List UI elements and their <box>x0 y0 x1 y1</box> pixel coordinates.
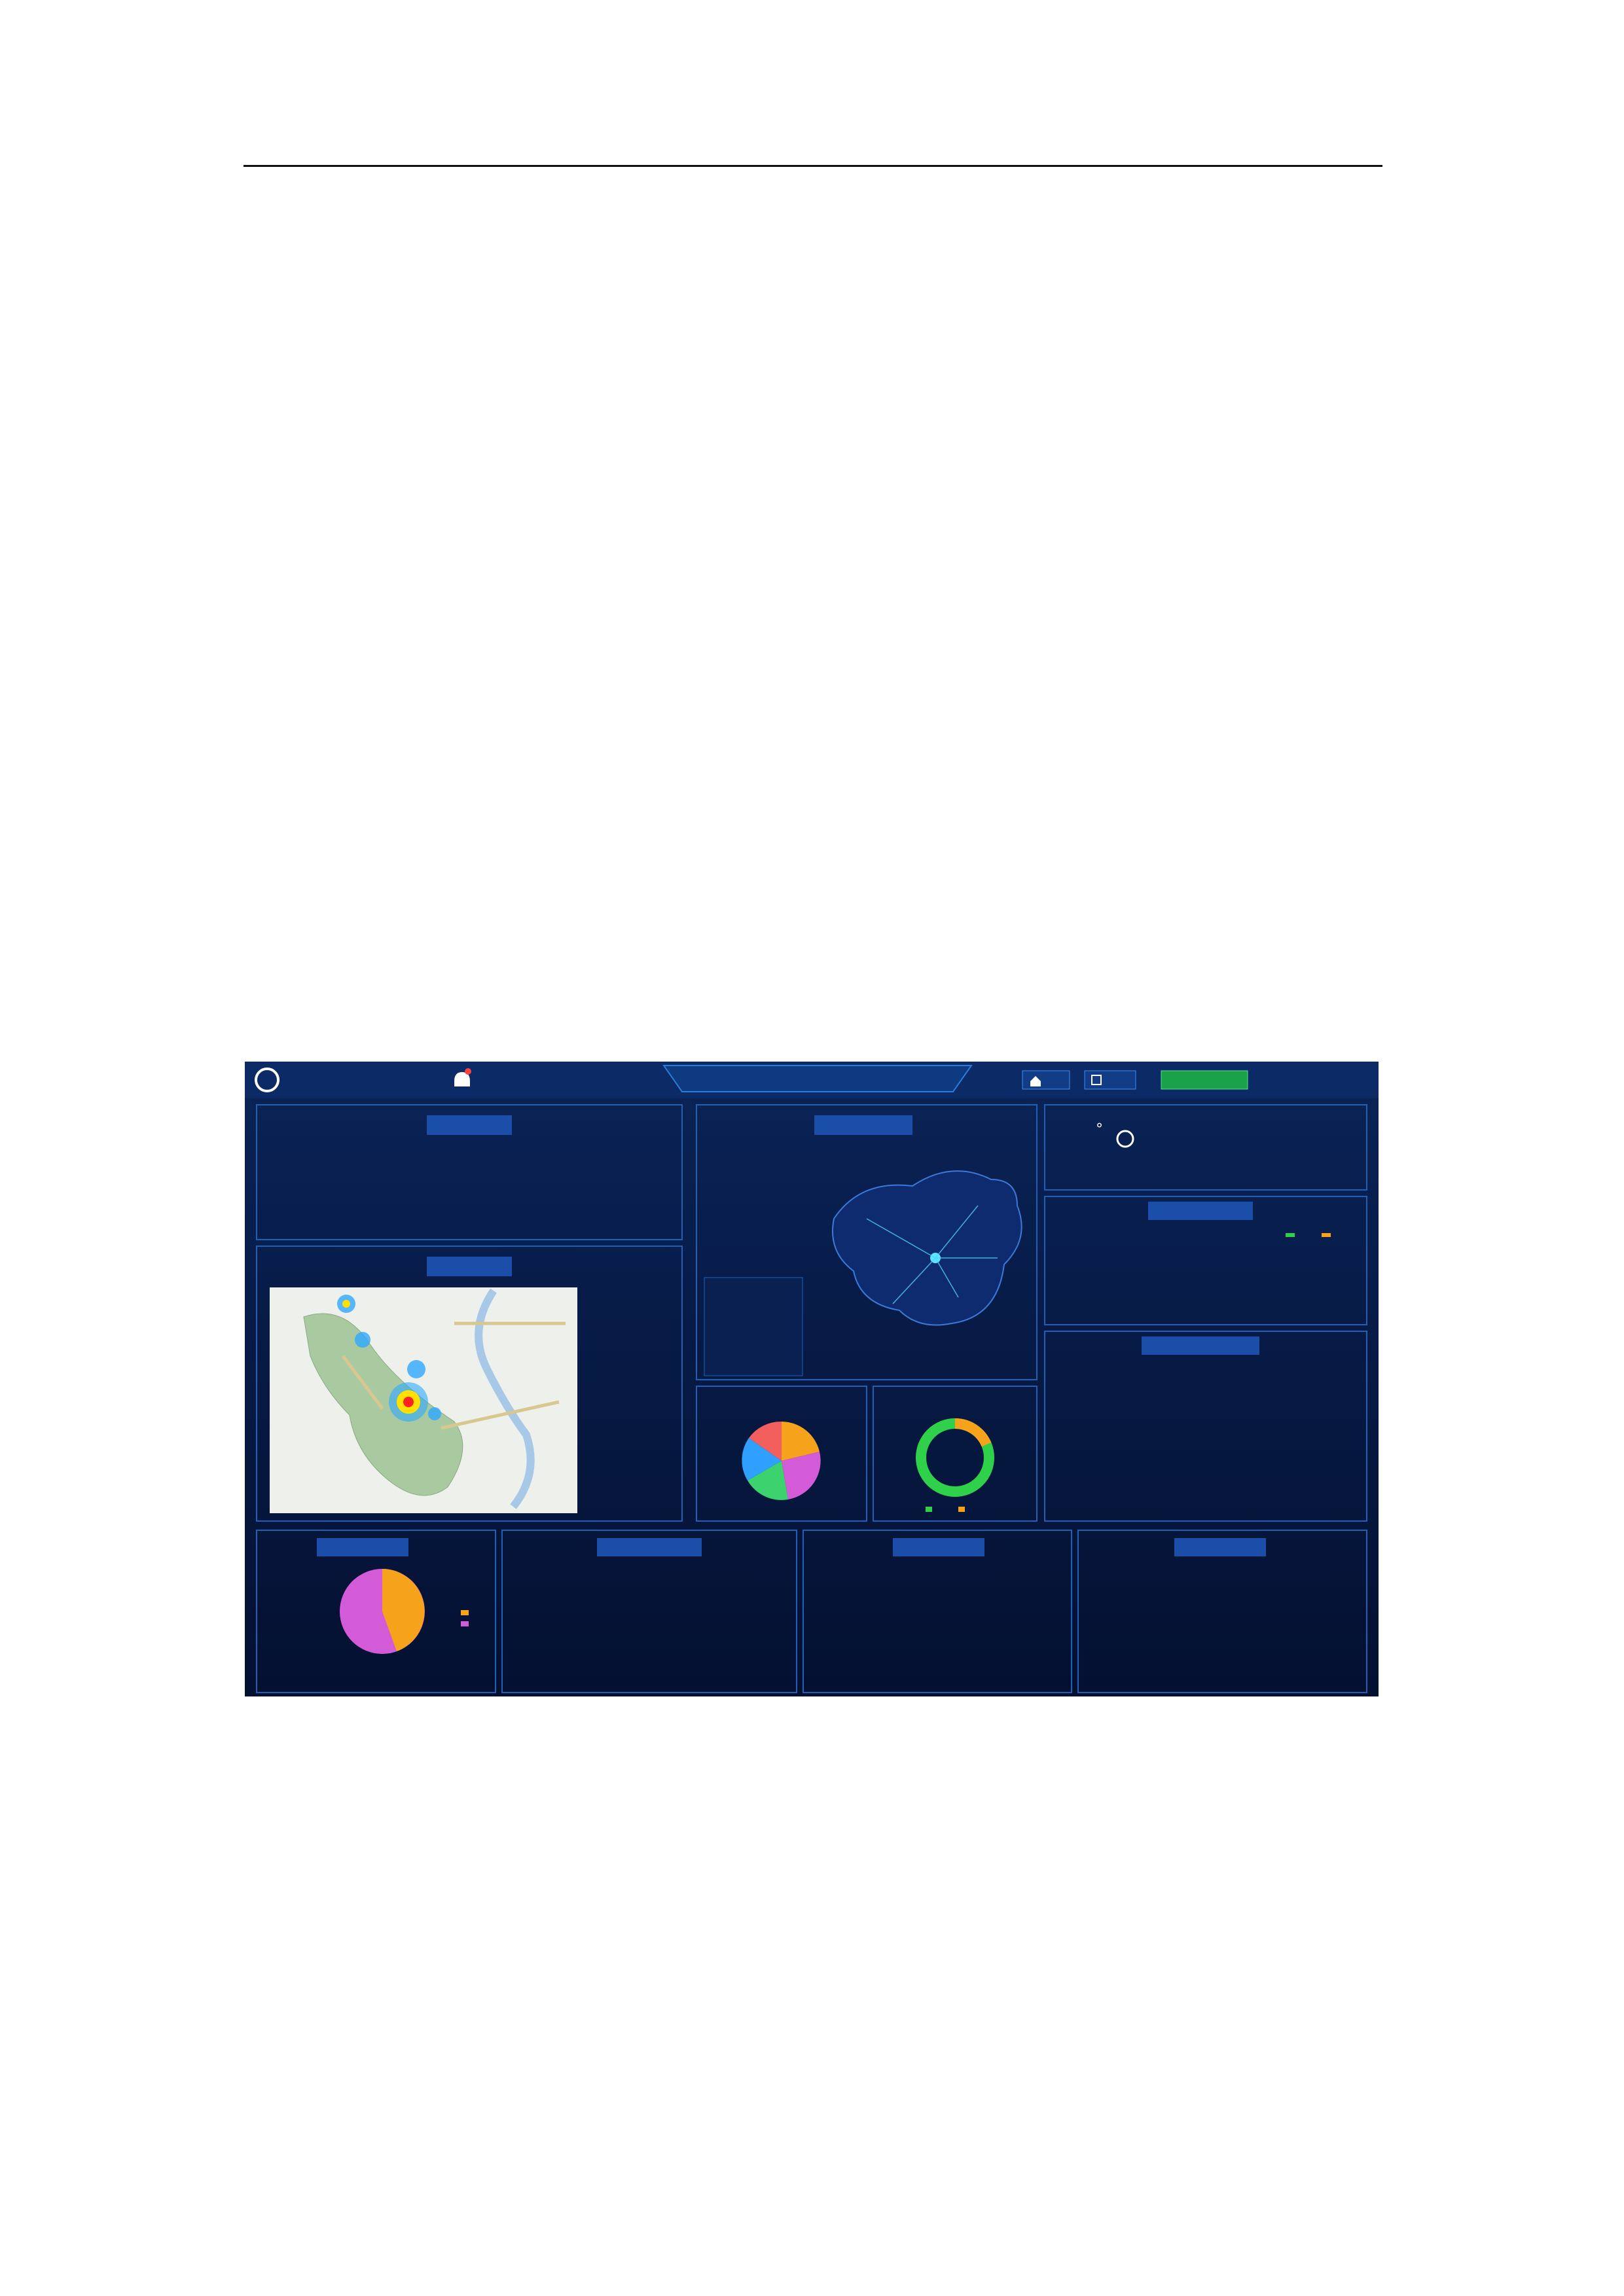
heat-spot <box>428 1407 441 1420</box>
parking-panel <box>597 1538 702 1556</box>
dashboard-screenshot <box>245 1062 1379 1696</box>
heat-spot-core <box>342 1300 350 1308</box>
top5-panel <box>742 1422 820 1500</box>
degree-symbol: ° <box>1096 1121 1103 1138</box>
wifi-panel <box>893 1538 984 1556</box>
home-button[interactable] <box>1022 1071 1070 1089</box>
heatmap-panel <box>270 1257 577 1513</box>
safety-index-badge <box>1161 1071 1248 1089</box>
environment-panel <box>1174 1538 1266 1556</box>
presale-panel <box>1142 1336 1259 1355</box>
section-heading <box>304 223 332 271</box>
heat-spot <box>407 1360 425 1378</box>
header-rule <box>244 165 1382 167</box>
ticket-panel <box>427 1115 512 1135</box>
heat-spot <box>355 1332 370 1348</box>
heat-spot-core <box>403 1397 414 1407</box>
dashboard-topbar <box>245 1062 1379 1098</box>
menu-button[interactable] <box>1085 1071 1136 1089</box>
